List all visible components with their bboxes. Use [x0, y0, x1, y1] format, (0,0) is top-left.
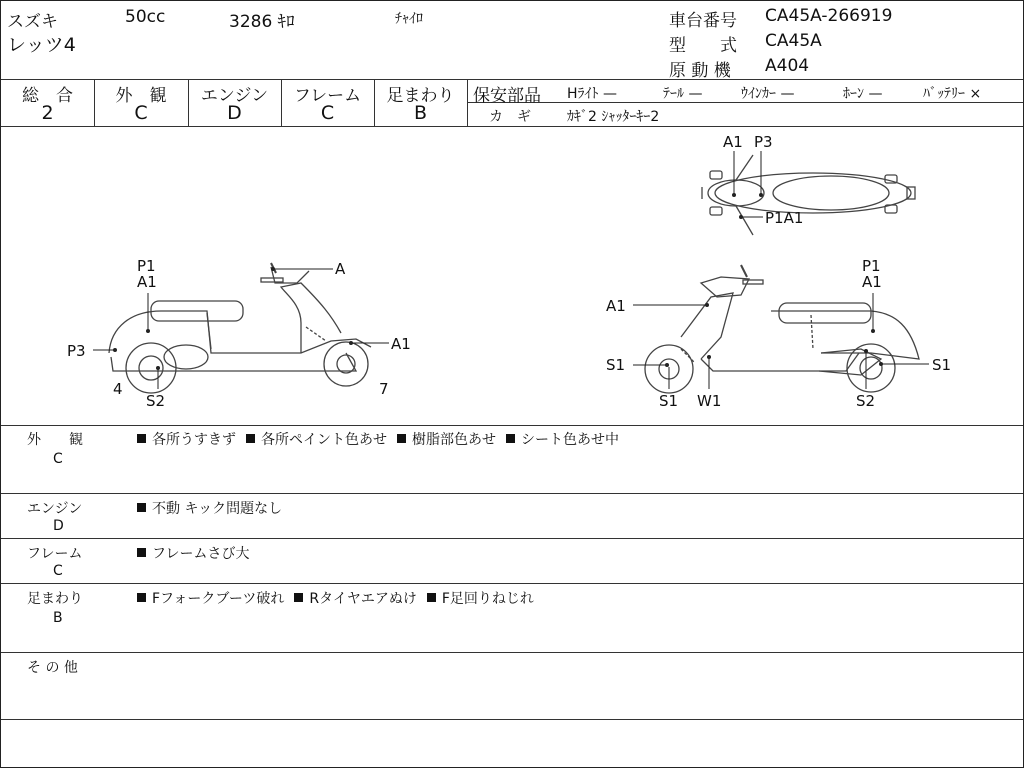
grade-suspension-value: B	[413, 102, 428, 124]
label-top-a1: A1	[723, 133, 743, 151]
remark-exterior-label: 外 観	[27, 432, 83, 448]
label-right-s1b: S1	[659, 392, 679, 410]
remark-other-label: そ の 他	[27, 660, 78, 676]
key-label: カ ギ	[489, 109, 531, 125]
grade-frame-label: フレーム	[293, 86, 362, 106]
divider	[1, 425, 1023, 426]
safety-horn: ﾎｰﾝ —	[843, 86, 883, 102]
safety-taillight: ﾃｰﾙ —	[663, 86, 703, 102]
remark-item: 各所うすきず	[137, 432, 236, 448]
engine-value: A404	[765, 56, 810, 76]
remark-item: F足回りねじれ	[427, 591, 534, 607]
label-left-a1b: A1	[391, 335, 411, 353]
remark-suspension-items	[137, 588, 544, 608]
grade-frame-value: C	[320, 102, 335, 124]
label-top-p3: P3	[754, 133, 773, 151]
grade-exterior-label: 外 観	[115, 86, 167, 106]
safety-label: 保安部品	[473, 86, 541, 106]
remark-engine-label: エンジン	[27, 501, 83, 517]
divider	[1, 652, 1023, 653]
label-left-s2: S2	[146, 392, 166, 410]
grade-suspension-label: 足まわり	[386, 86, 455, 106]
remark-exterior-grade: C	[53, 451, 63, 467]
label-right-p1: P1	[862, 257, 881, 275]
safety-winker: ｳｲﾝｶｰ —	[741, 86, 795, 102]
divider	[1, 493, 1023, 494]
remark-frame-label: フレーム	[27, 546, 83, 562]
remark-engine-grade: D	[53, 518, 64, 534]
key-value: ｶｷﾞ2 ｼｬｯﾀｰｷｰ2	[567, 109, 660, 125]
grade-total-label: 総 合	[22, 86, 73, 106]
safety-headlight: Hﾗｲﾄ —	[567, 86, 617, 102]
label-left-a: A	[335, 260, 346, 278]
divider	[1, 583, 1023, 584]
grade-engine-label: エンジン	[200, 86, 269, 106]
label-left-p3: P3	[67, 342, 86, 360]
label-left-a1: A1	[137, 273, 157, 291]
label-right-a1: A1	[606, 297, 626, 315]
frame-no: CA45A-266919	[765, 6, 893, 26]
divider	[1, 538, 1023, 539]
label-right-s2: S2	[856, 392, 876, 410]
remark-suspension-label: 足まわり	[27, 591, 83, 607]
remark-engine-items	[137, 498, 292, 518]
grade-engine-value: D	[227, 102, 242, 124]
color: ﾁｬｲﾛ	[395, 11, 423, 27]
label-right-w1: W1	[697, 392, 722, 410]
label-left-7: 7	[379, 380, 389, 398]
type-label: 型 式	[669, 36, 737, 56]
remark-suspension-grade: B	[53, 610, 63, 626]
mileage: 3286 ｷﾛ	[229, 12, 295, 32]
label-left-p1: P1	[137, 257, 156, 275]
remark-frame-grade: C	[53, 563, 63, 579]
remark-item: フレームさび大	[137, 546, 249, 562]
remark-item: 各所ペイント色あせ	[246, 432, 387, 448]
remark-item: Fフォークブーツ破れ	[137, 591, 284, 607]
label-top-p1a1: P1A1	[765, 209, 804, 227]
frame-no-label: 車台番号	[669, 11, 737, 31]
remark-item: シート色あせ中	[506, 432, 619, 448]
safety-battery: ﾊﾞｯﾃﾘｰ ×	[923, 86, 982, 102]
type-value: CA45A	[765, 31, 822, 51]
grade-total-value: 2	[41, 102, 54, 124]
label-right-s1: S1	[606, 356, 626, 374]
remark-item: Rタイヤエアぬけ	[294, 591, 416, 607]
remark-item: 不動 キック問題なし	[137, 501, 282, 517]
divider	[1, 79, 1023, 80]
grade-exterior-value: C	[134, 102, 148, 124]
label-right-s1c: S1	[932, 356, 952, 374]
remark-frame-items	[137, 543, 259, 563]
displacement: 50cc	[125, 7, 166, 27]
damage-diagram	[1, 127, 1023, 425]
maker-name: スズキ	[7, 12, 58, 32]
remark-item: 樹脂部色あせ	[397, 432, 496, 448]
label-right-a1b: A1	[862, 273, 882, 291]
model-name: レッツ4	[7, 34, 76, 56]
divider	[1, 719, 1023, 720]
remark-exterior-items	[137, 429, 629, 449]
engine-label: 原 動 機	[669, 61, 731, 81]
label-left-4: 4	[113, 380, 123, 398]
